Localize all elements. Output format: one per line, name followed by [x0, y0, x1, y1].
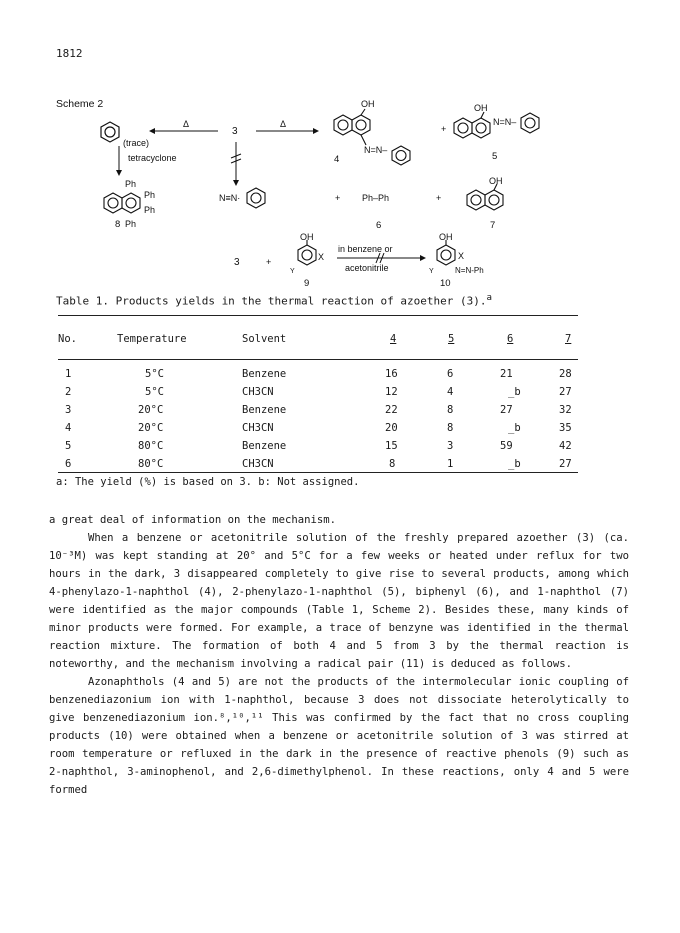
cell-temp: 20°C — [138, 404, 164, 416]
plus-a: + — [335, 193, 341, 203]
cell-no: 6 — [65, 458, 72, 470]
compound-3-bottom: 3 — [234, 257, 240, 268]
cell-c6: 21 — [500, 368, 513, 380]
phenyl-5 — [521, 113, 539, 133]
oh-label-10: OH — [439, 232, 453, 242]
x-sub-10: X — [458, 251, 465, 261]
cell-solvent: Benzene — [242, 404, 287, 416]
phenyl-diazenyl — [247, 188, 265, 208]
compound-3-label: 3 — [232, 126, 238, 137]
cell-temp: 20°C — [138, 422, 164, 434]
oh-label-7: OH — [489, 176, 503, 186]
cell-temp: 5°C — [145, 386, 164, 398]
azo-link-4: N=N– — [364, 145, 388, 155]
cell-c7: 32 — [559, 404, 572, 416]
compound-7-structure — [467, 184, 503, 210]
plus-4-5: + — [441, 124, 447, 134]
cell-c7: 27 — [559, 458, 572, 470]
compound-6-label: 6 — [376, 220, 382, 231]
paragraph-1: a great deal of information on the mechanism. — [49, 514, 337, 526]
th-compound-6: 6 — [507, 333, 514, 345]
ph-top-8: Ph — [125, 179, 137, 189]
th-compound-7: 7 — [565, 333, 572, 345]
compound-4-label: 4 — [334, 154, 340, 165]
plus-b: + — [436, 193, 442, 203]
table-caption: Table 1. Products yields in the thermal reaction of azoether (3).$^a$ — [56, 292, 492, 308]
cell-c4: 12 — [385, 386, 398, 398]
cell-c5: 3 — [447, 440, 454, 452]
oh-label-5: OH — [474, 103, 488, 113]
phenyl-4 — [392, 146, 410, 165]
cell-no: 2 — [65, 386, 72, 398]
compound-8-structure — [104, 193, 140, 213]
compound-9-label: 9 — [304, 278, 310, 289]
cell-no: 4 — [65, 422, 72, 434]
body-text — [49, 511, 629, 799]
cell-c5: 8 — [447, 404, 454, 416]
paragraph-3: Azonaphthols (4 and 5) are not the products of the intermolecular ionic coupling of benzenediazonium ion with 1-naphthol, because 3 does not dissociate heterolytically to give benzenediazonium ion.⁸,¹⁰,¹¹ This was confirmed by the fact that no cross coupling products (10) were obtained when a benzene or acetonitrile solution of 3 was stirred at room temperature or refluxed in the dark in the presence of reactive phenols (9) such as 2-naphthol, 3-aminophenol, and 2,6-dimethylphenol. In these reactions, only 4 and 5 were formed — [49, 676, 629, 796]
biphenyl-label: Ph–Ph — [362, 193, 390, 203]
cell-no: 1 — [65, 368, 72, 380]
oh-label-4: OH — [361, 99, 375, 109]
cell-c4: 15 — [385, 440, 398, 452]
delta-right: Δ — [280, 119, 287, 129]
cell-solvent: Benzene — [242, 440, 287, 452]
cell-c6: 59 — [500, 440, 513, 452]
phenyldiazenyl-radical: N≡N· — [219, 193, 241, 203]
th-solvent: Solvent — [242, 333, 287, 345]
plus-c: + — [266, 257, 272, 267]
cell-solvent: Benzene — [242, 368, 287, 380]
azo-ph-10: N=N-Ph — [455, 266, 484, 275]
cell-c5: 6 — [447, 368, 454, 380]
cell-c7: 27 — [559, 386, 572, 398]
cell-no: 3 — [65, 404, 72, 416]
cell-solvent: CH3CN — [242, 458, 274, 470]
th-compound-5: 5 — [448, 333, 455, 345]
compound-7-label: 7 — [490, 220, 496, 231]
scheme-title: Scheme 2 — [56, 98, 104, 110]
th-no: No. — [58, 333, 77, 345]
compound-4-structure — [334, 109, 370, 145]
cell-temp: 80°C — [138, 440, 164, 452]
tetracyclone-label: tetracyclone — [128, 153, 177, 163]
phenol-9-structure — [298, 240, 316, 265]
th-temperature: Temperature — [117, 333, 187, 345]
compound-10-label: 10 — [440, 278, 451, 289]
caption-superscript: a — [486, 292, 492, 303]
paragraph-2: When a benzene or acetonitrile solution of the freshly prepared azoether (3) (ca. 10⁻³M) was kept standing at 20° and 5°C for a few weeks or heated under reflux for two hours in the dark, 3 disappeared completely to give rise to several products, among which 4-phenylazo-1-naphthol (4), 2-phenylazo-1-naphthol (5), biphenyl (6), and 1-naphthol (7) were identified as the major compounds (Table 1, Scheme 2). Besides these, many kinds of minor products were formed. For example, a trace of benzyne was identified in the thermal reaction mixture. The formation of both 4 and 5 from 3 by the thermal reaction is noteworthy, and the mechanism involving a radical pair (11) is deduced as follows. — [49, 532, 629, 670]
page-number: 1812 — [56, 47, 83, 60]
cell-c6: _b — [508, 458, 521, 470]
y-sub-9: Y — [290, 268, 295, 275]
th-compound-4: 4 — [390, 333, 397, 345]
y-sub-10: Y — [429, 268, 434, 275]
delta-left: Δ — [183, 119, 190, 129]
table-top-rule — [58, 315, 578, 316]
compound-8-label: 8 — [115, 219, 121, 230]
cell-c4: 22 — [385, 404, 398, 416]
compound-5-label: 5 — [492, 151, 498, 162]
cell-c4: 8 — [389, 458, 396, 470]
cell-c7: 35 — [559, 422, 572, 434]
condition-line2: acetonitrile — [345, 263, 389, 273]
reaction-scheme — [0, 0, 680, 292]
ph-right2-8: Ph — [144, 205, 156, 215]
ph-bottom-8: Ph — [125, 219, 137, 229]
table-footnote: a: The yield (%) is based on 3. b: Not assigned. — [56, 476, 360, 488]
benzyne-structure — [101, 122, 119, 142]
oh-label-9: OH — [300, 232, 314, 242]
cell-c5: 1 — [447, 458, 454, 470]
compound-5-structure — [454, 112, 490, 138]
cell-temp: 80°C — [138, 458, 164, 470]
cell-c6: 27 — [500, 404, 513, 416]
cell-solvent: CH3CN — [242, 386, 274, 398]
table-bottom-rule — [58, 472, 578, 473]
azo-link-5: N=N– — [493, 117, 517, 127]
cell-c4: 20 — [385, 422, 398, 434]
trace-label: (trace) — [123, 138, 150, 148]
cell-no: 5 — [65, 440, 72, 452]
ph-right1-8: Ph — [144, 190, 156, 200]
cell-c5: 8 — [447, 422, 454, 434]
table-header-rule — [58, 359, 578, 360]
cell-c6: _b — [508, 386, 521, 398]
cell-c7: 42 — [559, 440, 572, 452]
cell-c4: 16 — [385, 368, 398, 380]
cell-c5: 4 — [447, 386, 454, 398]
condition-line1: in benzene or — [338, 244, 393, 254]
x-sub-9: X — [318, 252, 325, 262]
cell-c6: _b — [508, 422, 521, 434]
cell-c7: 28 — [559, 368, 572, 380]
azophenol-10-structure — [437, 240, 455, 265]
cell-temp: 5°C — [145, 368, 164, 380]
cell-solvent: CH3CN — [242, 422, 274, 434]
